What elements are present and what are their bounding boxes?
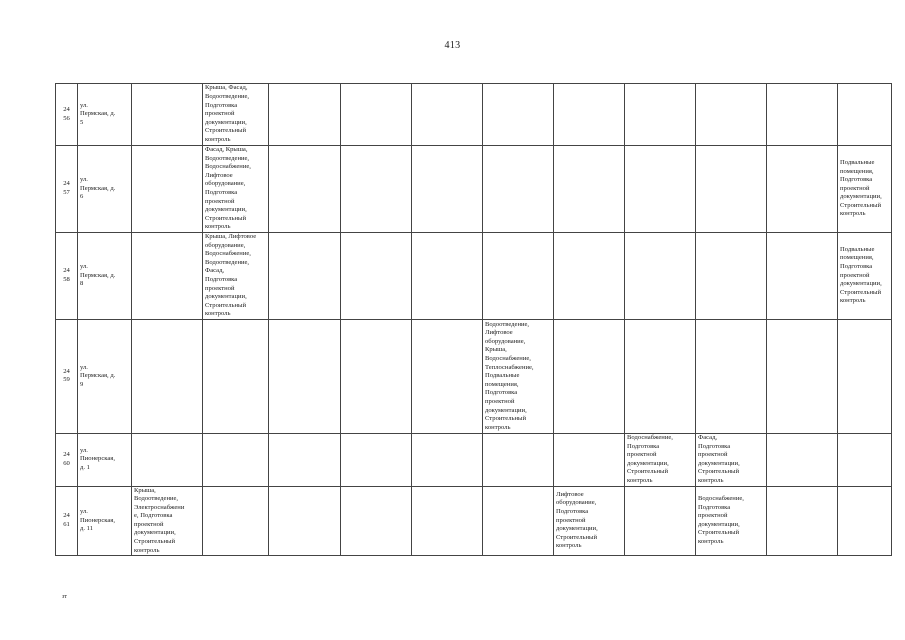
work-cell bbox=[412, 319, 483, 433]
work-cell bbox=[554, 319, 625, 433]
building-address: ул. Пермская, д. 5 bbox=[78, 84, 132, 146]
work-cell bbox=[132, 233, 203, 320]
work-cell bbox=[767, 486, 838, 556]
row-number: 24 60 bbox=[56, 433, 78, 486]
work-cell bbox=[412, 146, 483, 233]
row-number: 24 61 bbox=[56, 486, 78, 556]
work-cell bbox=[554, 146, 625, 233]
table-row bbox=[56, 233, 892, 320]
table-row bbox=[56, 433, 892, 486]
row-number: 24 58 bbox=[56, 233, 78, 320]
work-cell bbox=[483, 146, 554, 233]
work-cell bbox=[483, 486, 554, 556]
table-row bbox=[56, 319, 892, 433]
work-cell bbox=[412, 84, 483, 146]
work-cell bbox=[132, 319, 203, 433]
work-cell: Водоснабжение, Подготовка проектной документации, Строительный контроль bbox=[625, 433, 696, 486]
work-cell bbox=[341, 146, 412, 233]
work-cell bbox=[554, 433, 625, 486]
work-cell bbox=[838, 319, 892, 433]
building-address: ул. Пермская, д. 9 bbox=[78, 319, 132, 433]
page-number: 413 bbox=[444, 40, 461, 51]
work-cell bbox=[767, 233, 838, 320]
work-cell bbox=[269, 319, 341, 433]
work-cell: Водоотведение, Лифтовое оборудование, Крыша, Водоснабжение, Теплоснабжение, Подвальные помещения, Подготовка проектной документации, Строительный контроль bbox=[483, 319, 554, 433]
work-cell bbox=[483, 84, 554, 146]
work-cell bbox=[483, 433, 554, 486]
work-cell bbox=[341, 486, 412, 556]
row-number: 24 56 bbox=[56, 84, 78, 146]
work-cell bbox=[269, 84, 341, 146]
building-address: ул. Пермская, д. 8 bbox=[78, 233, 132, 320]
building-address: ул. Пермская, д. 6 bbox=[78, 146, 132, 233]
work-cell: Крыша, Водоотведение, Электроснабжени е, Подготовка проектной документации, Строительный контроль bbox=[132, 486, 203, 556]
work-cell: Лифтовое оборудование, Подготовка проектной документации, Строительный контроль bbox=[554, 486, 625, 556]
work-cell bbox=[412, 486, 483, 556]
work-cell bbox=[203, 486, 269, 556]
work-cell bbox=[341, 233, 412, 320]
work-cell bbox=[203, 433, 269, 486]
work-cell bbox=[696, 146, 767, 233]
work-cell bbox=[625, 486, 696, 556]
table-row bbox=[56, 84, 892, 146]
work-cell: Подвальные помещения, Подготовка проектной документации, Строительный контроль bbox=[838, 146, 892, 233]
footer-mark: зт bbox=[62, 594, 67, 600]
work-cell bbox=[625, 84, 696, 146]
work-cell bbox=[767, 146, 838, 233]
work-cell bbox=[838, 433, 892, 486]
work-cell bbox=[767, 319, 838, 433]
work-cell bbox=[838, 84, 892, 146]
work-cell bbox=[767, 433, 838, 486]
work-cell bbox=[203, 319, 269, 433]
work-cell: Крыша, Лифтовое оборудование, Водоснабжение, Водоотведение, Фасад, Подготовка проектной документации, Строительный контроль bbox=[203, 233, 269, 320]
work-cell bbox=[625, 319, 696, 433]
table-row bbox=[56, 146, 892, 233]
work-cell: Подвальные помещения, Подготовка проектной документации, Строительный контроль bbox=[838, 233, 892, 320]
building-address: ул. Пионерская, д. 1 bbox=[78, 433, 132, 486]
work-cell bbox=[483, 233, 554, 320]
work-cell bbox=[132, 84, 203, 146]
work-cell bbox=[412, 233, 483, 320]
work-cell bbox=[412, 433, 483, 486]
row-number: 24 59 bbox=[56, 319, 78, 433]
work-cell bbox=[554, 84, 625, 146]
work-cell: Фасад, Крыша, Водоотведение, Водоснабжение, Лифтовое оборудование, Подготовка проектной документации, Строительный контроль bbox=[203, 146, 269, 233]
work-cell: Фасад, Подготовка проектной документации, Строительный контроль bbox=[696, 433, 767, 486]
work-cell bbox=[696, 319, 767, 433]
work-cell bbox=[269, 233, 341, 320]
work-cell bbox=[696, 233, 767, 320]
work-cell bbox=[767, 84, 838, 146]
work-cell bbox=[838, 486, 892, 556]
work-cell bbox=[132, 146, 203, 233]
work-cell: Водоснабжение, Подготовка проектной документации, Строительный контроль bbox=[696, 486, 767, 556]
work-cell: Крыша, Фасад, Водоотведение, Подготовка проектной документации, Строительный контроль bbox=[203, 84, 269, 146]
table-row bbox=[56, 486, 892, 556]
works-schedule-table bbox=[55, 83, 892, 556]
work-cell bbox=[625, 233, 696, 320]
work-cell bbox=[341, 433, 412, 486]
work-cell bbox=[625, 146, 696, 233]
work-cell bbox=[696, 84, 767, 146]
building-address: ул. Пионерская, д. 11 bbox=[78, 486, 132, 556]
row-number: 24 57 bbox=[56, 146, 78, 233]
work-cell bbox=[341, 319, 412, 433]
work-cell bbox=[269, 486, 341, 556]
work-cell bbox=[554, 233, 625, 320]
work-cell bbox=[269, 433, 341, 486]
work-cell bbox=[132, 433, 203, 486]
work-cell bbox=[341, 84, 412, 146]
work-cell bbox=[269, 146, 341, 233]
